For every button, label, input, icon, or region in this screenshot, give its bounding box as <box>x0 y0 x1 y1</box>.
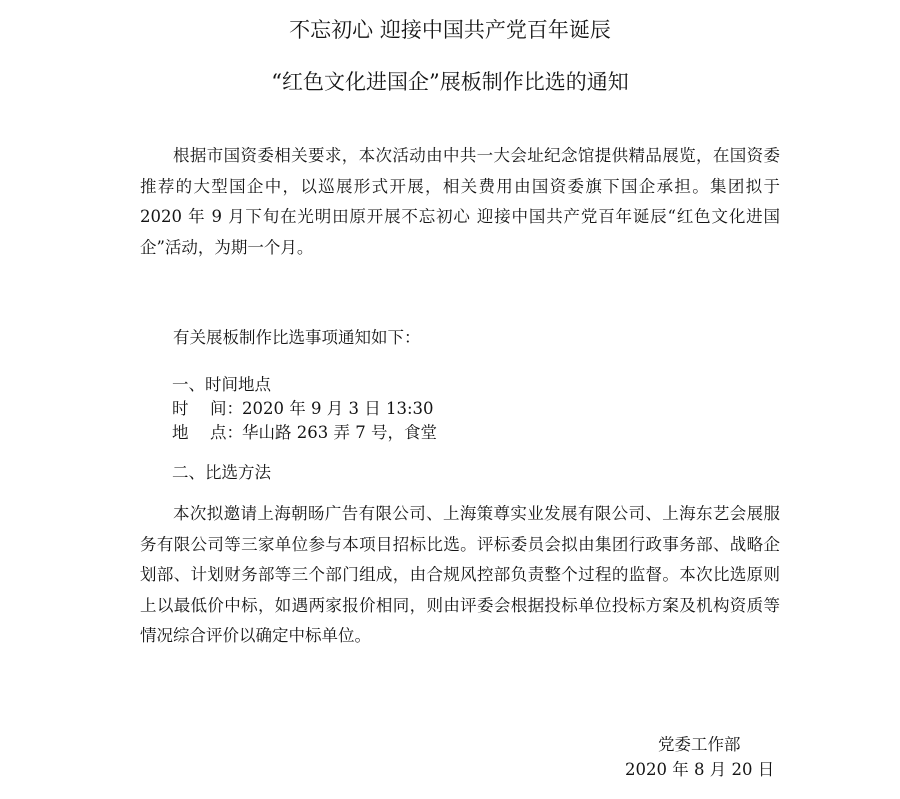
time-label: 时 间： <box>172 399 243 418</box>
time-row <box>172 397 434 421</box>
intro-paragraph: 根据市国资委相关要求，本次活动由中共一大会址纪念馆提供精品展览，在国资委推荐的大型国企中，以巡展形式开展，相关费用由国资委旗下国企承担。集团拟于 2020 年 9 月下旬在光明田原开展不忘初心 迎接中国共产党百年诞辰“红色文化进国企”活动，为期一个月。 <box>140 146 780 257</box>
place-value: 华山路 263 弄 7 号，食堂 <box>242 423 437 442</box>
place-row <box>172 421 437 445</box>
section-2-heading: 二、比选方法 <box>172 463 271 482</box>
method-paragraph: 本次拟邀请上海朝旸广告有限公司、上海策尊实业发展有限公司、上海东艺会展服务有限公司等三家单位参与本项目招标比选。评标委员会拟由集团行政事务部、战略企划部、计划财务部等三个部门组成，由合规风控部负责整个过程的监督。本次比选原则上以最低价中标，如遇两家报价相同，则由评委会根据投标单位投标方案及机构资质等情况综合评价以确定中标单位。 <box>140 504 780 645</box>
signature-date: 2020 年 8 月 20 日 <box>625 760 775 779</box>
place-label: 地 点： <box>172 423 243 442</box>
notice-lead: 有关展板制作比选事项通知如下： <box>173 328 421 347</box>
section-1-heading: 一、时间地点 <box>172 375 271 394</box>
signature-department: 党委工作部 <box>658 735 741 754</box>
title-line-2: “红色文化进国企”展板制作比选的通知 <box>271 70 629 94</box>
time-value: 2020 年 9 月 3 日 13:30 <box>242 399 434 418</box>
title-line-1: 不忘初心 迎接中国共产党百年诞辰 <box>289 18 611 42</box>
